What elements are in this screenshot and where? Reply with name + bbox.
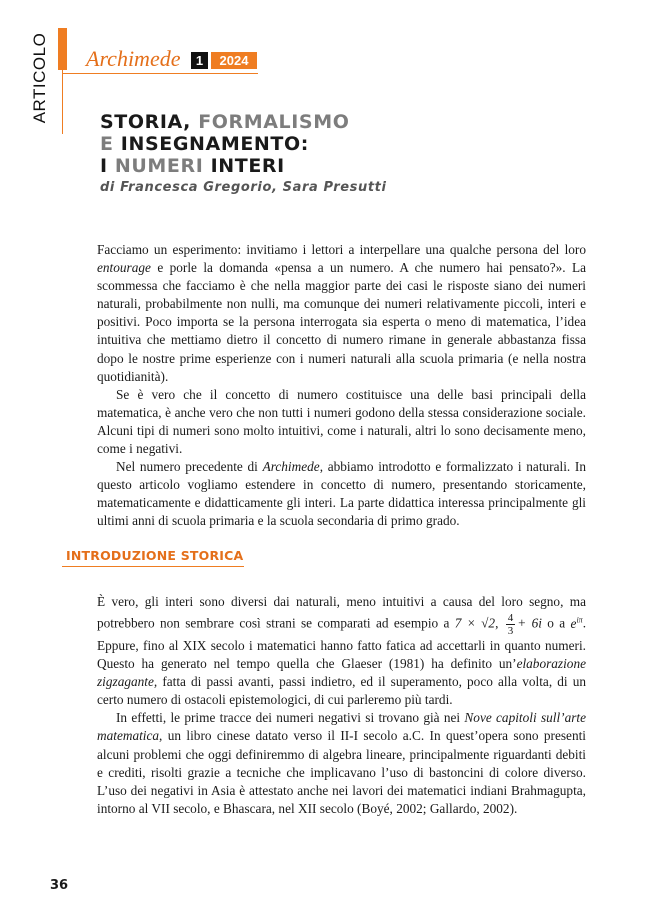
section-paragraph-2	[97, 709, 586, 818]
title-word: STORIA,	[100, 111, 199, 133]
text-run: o a	[541, 615, 571, 631]
fraction-numerator: 4	[507, 611, 514, 624]
issue-number-badge: 1	[191, 52, 208, 69]
text-run: fatta di passi avanti, passi indietro, ed il superamento, poco alla volta, di un certo numero di ostacoli epistemologici, di cui parleremo più tardi.	[97, 674, 586, 708]
emphasis: elaborazione zigzagante,	[97, 656, 586, 690]
section-label	[28, 28, 52, 128]
section-heading-rule	[62, 566, 244, 567]
author-byline: di Francesca Gregorio, Sara Presutti	[100, 180, 387, 195]
exponent-base: e	[570, 615, 577, 631]
title-word: INSEGNAMENTO:	[120, 133, 309, 155]
section-paragraph-1: È vero, gli interi sono diversi dai naturali, meno intuitivi a causa del loro segno, ma potrebbero non sembrare così strani se comparati ad esempio a 7 × √2, $\frac{4}{3}$ + 6i o a $e^{i\pi}$. Eppure, fino al XIX secolo i matematici hanno fatto fatica ad accettarli in quanto numeri. Questo ha generato nel tempo quella che Glaeser (1981) ha definito un’elaborazione zigzagante, fatta di passi avanti, passi indietro, ed il superamento, poco alla volta, di un certo numero di ostacoli epistemologici, di cui parleremo più tardi.	[97, 594, 587, 708]
header-rule	[62, 73, 258, 74]
title-word: I	[100, 155, 115, 177]
math-fraction	[506, 612, 516, 637]
exponent-power: iπ	[576, 615, 583, 625]
text-run: Facciamo un esperimento: invitiamo i lettori a interpellare una qualche persona del loro	[97, 242, 586, 257]
emphasis: entourage	[97, 260, 151, 276]
text-run: e porle la domanda «pensa a un numero. A che numero hai pensato?». La scommessa che facciamo è che nella maggior parte dei casi le risposte siano dei numeri naturali, probabilmente non nulli, ma comunque dei numeri relativamente piccoli, interi e positivi. Poco importa se la persona interrogata sia esperta o meno di matematica, l’idea intuitiva che mettiamo dietro il concetto di numero rimane in generale abbastanza fissa dopo le nostre prime esperienze con i numeri naturali alla scuola primaria (e nella nostra quotidianità).	[97, 260, 586, 384]
section-heading: INTRODUZIONE STORICA	[66, 548, 244, 563]
math-complex-tail: + 6i	[517, 615, 542, 631]
title-line-1	[100, 111, 349, 133]
text-run: È vero, gli interi sono diversi dai naturali, meno intuitivi a causa del loro segno, ma potrebbero non sembrare così strani se comparati ad esempio a	[97, 594, 586, 631]
section-text	[97, 593, 586, 818]
header-side-rule	[62, 70, 63, 134]
intro-paragraph-1	[97, 241, 586, 386]
title-line-3	[100, 155, 349, 177]
section-label-text: ARTICOLO	[30, 32, 49, 124]
issue-year-badge: 2024	[211, 52, 257, 69]
math-sqrt-expression: 7 × √2	[454, 615, 496, 631]
text-run: , abbiamo introdotto e formalizzato i naturali. In questo articolo vogliamo estendere in concetto di numero, presentando storicamente, matematicamente e didatticamente gli interi. La parte didattica interessa principalmente gli ultimi anni di scuola primaria e la scuola secondaria di primo grado.	[97, 459, 586, 529]
intro-paragraph-3	[97, 458, 586, 530]
magazine-name: Archimede	[86, 46, 181, 71]
title-word-grey: FORMALISMO	[198, 111, 350, 133]
title-word-grey: NUMERI	[114, 155, 211, 177]
math-exponential	[571, 616, 583, 631]
text-run: , un libro cinese datato verso il II-I secolo a.C. In quest’opera sono presenti alcuni problemi che oggi definiremmo di algebra lineare, principalmente riguardanti debiti e crediti, risolti grazie a tecniche che implicavano l’uso di bastoncini di colore diverso. L’uso dei negativi in Asia è attestato anche nei lavori dei matematici indiani Brahmagupta, intorno al VII secolo, e Bhascara, nel XII secolo (Boyé, 2002; Gallardo, 2002).	[97, 728, 586, 816]
title-word-grey: E	[100, 133, 121, 155]
fraction-denominator: 3	[507, 624, 514, 637]
text-run: In effetti, le prime tracce dei numeri negativi si trovano già nei	[116, 710, 465, 726]
emphasis: Nove capitoli sull’arte matematica	[97, 710, 587, 744]
intro-paragraph-2: Se è vero che il concetto di numero costituisce una delle basi principali della matematica, è anche vero che non tutti i numeri godono della stessa considerazione sociale. Alcuni tipi di numeri sono molto intuitivi, come i naturali, altri lo sono decisamente meno, come i negativi.	[97, 386, 586, 457]
text-run: . Eppure, fino al XIX secolo i matematici hanno fatto fatica ad accettarli in quanto numeri. Questo ha generato nel tempo quella che Glaeser (1981) ha definito un’	[97, 615, 587, 672]
text-run: Nel numero precedente di	[116, 459, 263, 475]
title-word: INTERI	[210, 155, 285, 177]
article-title	[100, 111, 349, 177]
intro-text	[97, 241, 586, 531]
title-line-2	[100, 133, 349, 155]
page-number: 36	[50, 878, 69, 893]
header-accent-strip	[58, 28, 67, 70]
emphasis: Archimede	[262, 459, 320, 475]
